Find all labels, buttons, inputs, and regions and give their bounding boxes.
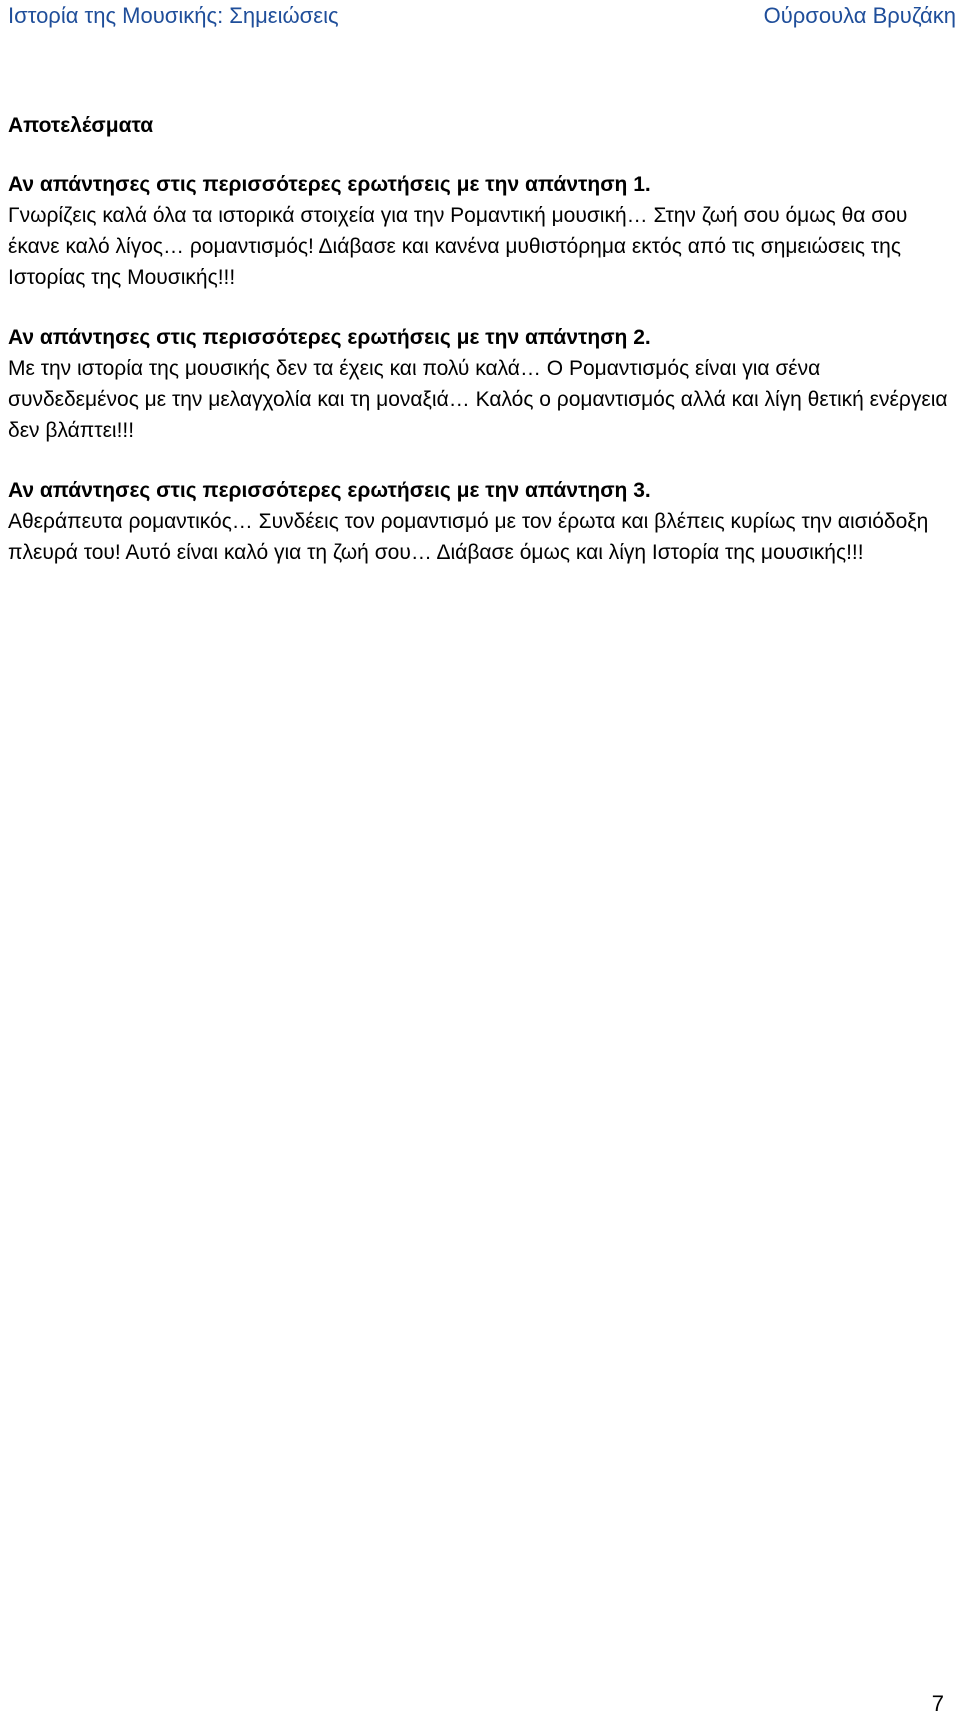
result-body: Γνωρίζεις καλά όλα τα ιστορικά στοιχεία για την Ρομαντική μουσική… Στην ζωή σου όμως θα σου έκανε καλό λίγος… ρομαντισμός! Διάβασε και κανένα μυθιστόρημα εκτός από τις σημειώσεις της Ιστορίας της Μουσικής!!! xyxy=(8,204,908,289)
header-author: Ούρσουλα Βρυζάκη xyxy=(763,3,956,28)
page-number: 7 xyxy=(931,1691,944,1716)
document-body xyxy=(8,110,948,597)
page-header xyxy=(8,0,956,34)
result-title: Αν απάντησες στις περισσότερες ερωτήσεις με την απάντηση 2. xyxy=(8,326,651,349)
section-heading: Αποτελέσματα xyxy=(8,114,154,137)
result-title: Αν απάντησες στις περισσότερες ερωτήσεις με την απάντηση 1. xyxy=(8,173,651,196)
result-block-1 xyxy=(8,169,948,293)
result-block-3 xyxy=(8,475,948,568)
result-body: Με την ιστορία της μουσικής δεν τα έχεις και πολύ καλά… Ο Ρομαντισμός είναι για σένα συνδεδεμένος με την μελαγχολία και τη μοναξιά… Καλός ο ρομαντισμός αλλά και λίγη θετική ενέργεια δεν βλάπτει!!! xyxy=(8,357,948,442)
result-body: Αθεράπευτα ρομαντικός… Συνδέεις τον ρομαντισμό με τον έρωτα και βλέπεις κυρίως την αισιόδοξη πλευρά του! Αυτό είναι καλό για τη ζωή σου… Διάβασε όμως και λίγη Ιστορία της μουσικής!!! xyxy=(8,510,929,564)
result-block-2 xyxy=(8,322,948,446)
header-title: Ιστορία της Μουσικής: Σημειώσεις xyxy=(8,3,339,28)
result-title: Αν απάντησες στις περισσότερες ερωτήσεις με την απάντηση 3. xyxy=(8,479,651,502)
